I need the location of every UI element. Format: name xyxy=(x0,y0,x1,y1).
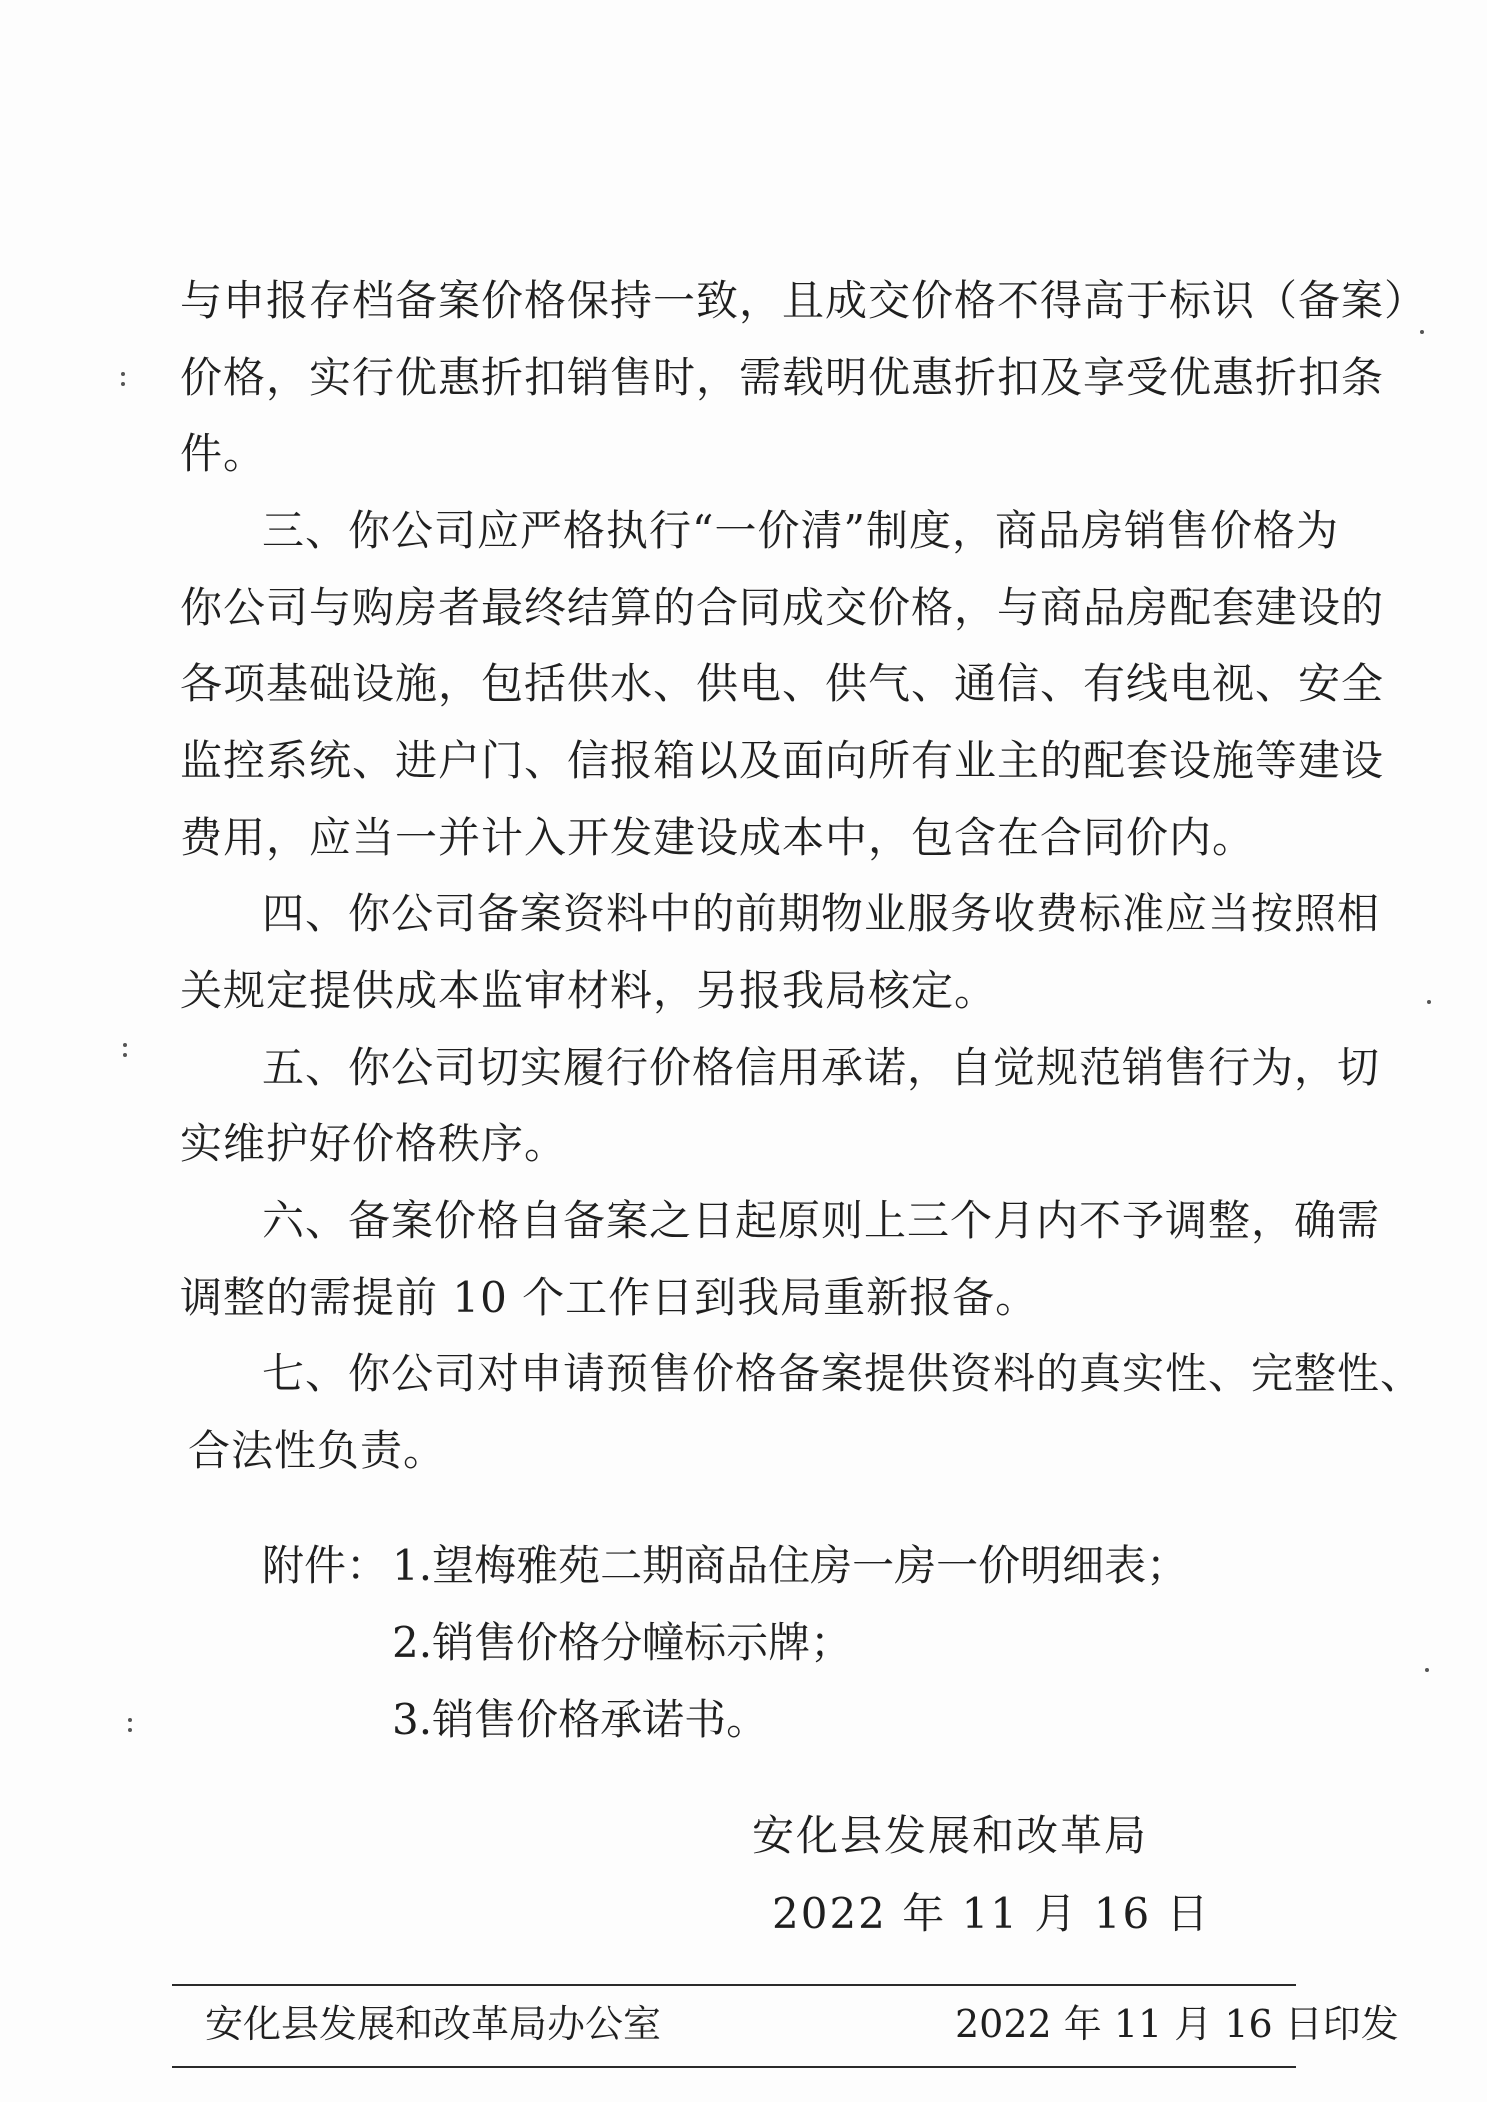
signature-date: 2022 年 11 月 16 日 xyxy=(772,1889,1211,1938)
body-line-7: 监控系统、进户门、信报箱以及面向所有业主的配套设施等建设 xyxy=(180,736,1385,785)
body-line-8: 费用，应当一并计入开发建设成本中，包含在合同价内。 xyxy=(180,813,1256,862)
scan-speck xyxy=(123,1053,127,1057)
attachment-item-2: 2.销售价格分幢标示牌； xyxy=(392,1618,853,1667)
signature-organization: 安化县发展和改革局 xyxy=(752,1811,1149,1860)
body-line-3: 件。 xyxy=(180,429,267,478)
body-line-12: 实维护好价格秩序。 xyxy=(180,1119,568,1168)
scan-speck xyxy=(1425,1668,1429,1672)
footer-top-rule xyxy=(172,1984,1296,1986)
body-line-1: 与申报存档备案价格保持一致，且成交价格不得高于标识（备案） xyxy=(180,276,1428,325)
scan-speck xyxy=(128,1728,132,1732)
footer-issued-date: 2022 年 11 月 16 日印发 xyxy=(955,2002,1399,2046)
body-line-10: 关规定提供成本监审材料，另报我局核定。 xyxy=(180,966,998,1015)
attachment-item-3: 3.销售价格承诺书。 xyxy=(392,1695,769,1744)
scan-speck xyxy=(1427,1000,1431,1004)
scan-speck xyxy=(121,372,125,376)
body-line-13: 六、备案价格自备案之日起原则上三个月内不予调整，确需 xyxy=(262,1196,1381,1245)
attachment-item-1: 1.望梅雅苑二期商品住房一房一价明细表； xyxy=(392,1541,1189,1590)
attachments-label: 附件： xyxy=(262,1541,389,1590)
scan-speck xyxy=(123,1043,127,1047)
footer-bottom-rule xyxy=(172,2066,1296,2068)
body-line-11: 五、你公司切实履行价格信用承诺，自觉规范销售行为，切 xyxy=(262,1043,1381,1092)
body-line-15: 七、你公司对申请预售价格备案提供资料的真实性、完整性、 xyxy=(262,1349,1424,1398)
body-line-14: 调整的需提前 10 个工作日到我局重新报备。 xyxy=(180,1273,1039,1322)
body-line-4: 三、你公司应严格执行“一价清”制度，商品房销售价格为 xyxy=(262,506,1339,555)
body-line-16: 合法性负责。 xyxy=(188,1426,447,1475)
body-line-9: 四、你公司备案资料中的前期物业服务收费标准应当按照相 xyxy=(262,889,1381,938)
body-line-6: 各项基础设施，包括供水、供电、供气、通信、有线电视、安全 xyxy=(180,659,1385,708)
scan-speck xyxy=(121,382,125,386)
scan-speck xyxy=(128,1718,132,1722)
scan-speck xyxy=(1420,330,1424,334)
footer-office: 安化县发展和改革局办公室 xyxy=(205,2002,662,2046)
body-line-2: 价格，实行优惠折扣销售时，需载明优惠折扣及享受优惠折扣条 xyxy=(180,353,1385,402)
body-line-5: 你公司与购房者最终结算的合同成交价格，与商品房配套建设的 xyxy=(180,583,1385,632)
